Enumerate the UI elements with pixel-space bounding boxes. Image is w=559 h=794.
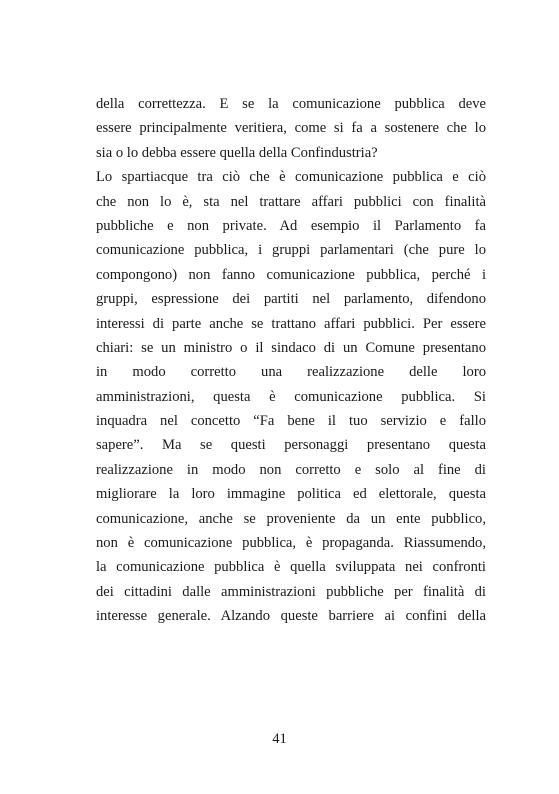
- text-line: la comunicazione pubblica è quella sviluppata nei confronti: [96, 559, 486, 576]
- text-line: dei cittadini dalle amministrazioni pubbliche per finalità di: [96, 583, 486, 600]
- text-line: non è comunicazione pubblica, è propaganda. Riassumendo,: [96, 535, 486, 552]
- text-line: comunicazione pubblica, i gruppi parlamentari (che pure lo: [96, 242, 486, 259]
- text-line: comunicazione, anche se proveniente da un ente pubblico,: [96, 510, 486, 527]
- text-line: che non lo è, sta nel trattare affari pubblici con finalità: [96, 193, 486, 210]
- text-line: migliorare la loro immagine politica ed elettorale, questa: [96, 486, 486, 503]
- text-line: realizzazione in modo non corretto e solo al fine di: [96, 461, 486, 478]
- text-line: essere principalmente veritiera, come si fa a sostenere che lo: [96, 120, 486, 137]
- body-text: [96, 92, 486, 629]
- text-line: sapere”. Ma se questi personaggi presentano questa: [96, 437, 486, 454]
- text-line: Lo spartiacque tra ciò che è comunicazione pubblica e ciò: [96, 169, 486, 186]
- text-line: compongono) non fanno comunicazione pubblica, perché i: [96, 266, 486, 283]
- text-line: interesse generale. Alzando queste barriere ai confini della: [96, 608, 486, 625]
- text-line: inquadra nel concetto “Fa bene il tuo servizio e fallo: [96, 413, 486, 430]
- page-number: 41: [272, 731, 287, 747]
- text-line: amministrazioni, questa è comunicazione pubblica. Si: [96, 388, 486, 405]
- text-line: in modo corretto una realizzazione delle loro: [96, 364, 486, 381]
- text-line: chiari: se un ministro o il sindaco di un Comune presentano: [96, 339, 486, 356]
- text-line: della correttezza. E se la comunicazione pubblica deve: [96, 96, 486, 112]
- text-line: gruppi, espressione dei partiti nel parlamento, difendono: [96, 291, 486, 308]
- text-line: pubbliche e non private. Ad esempio il Parlamento fa: [96, 217, 486, 234]
- text-line: sia o lo debba essere quella della Confindustria?: [96, 144, 378, 161]
- text-line: interessi di parte anche se trattano affari pubblici. Per essere: [96, 315, 486, 332]
